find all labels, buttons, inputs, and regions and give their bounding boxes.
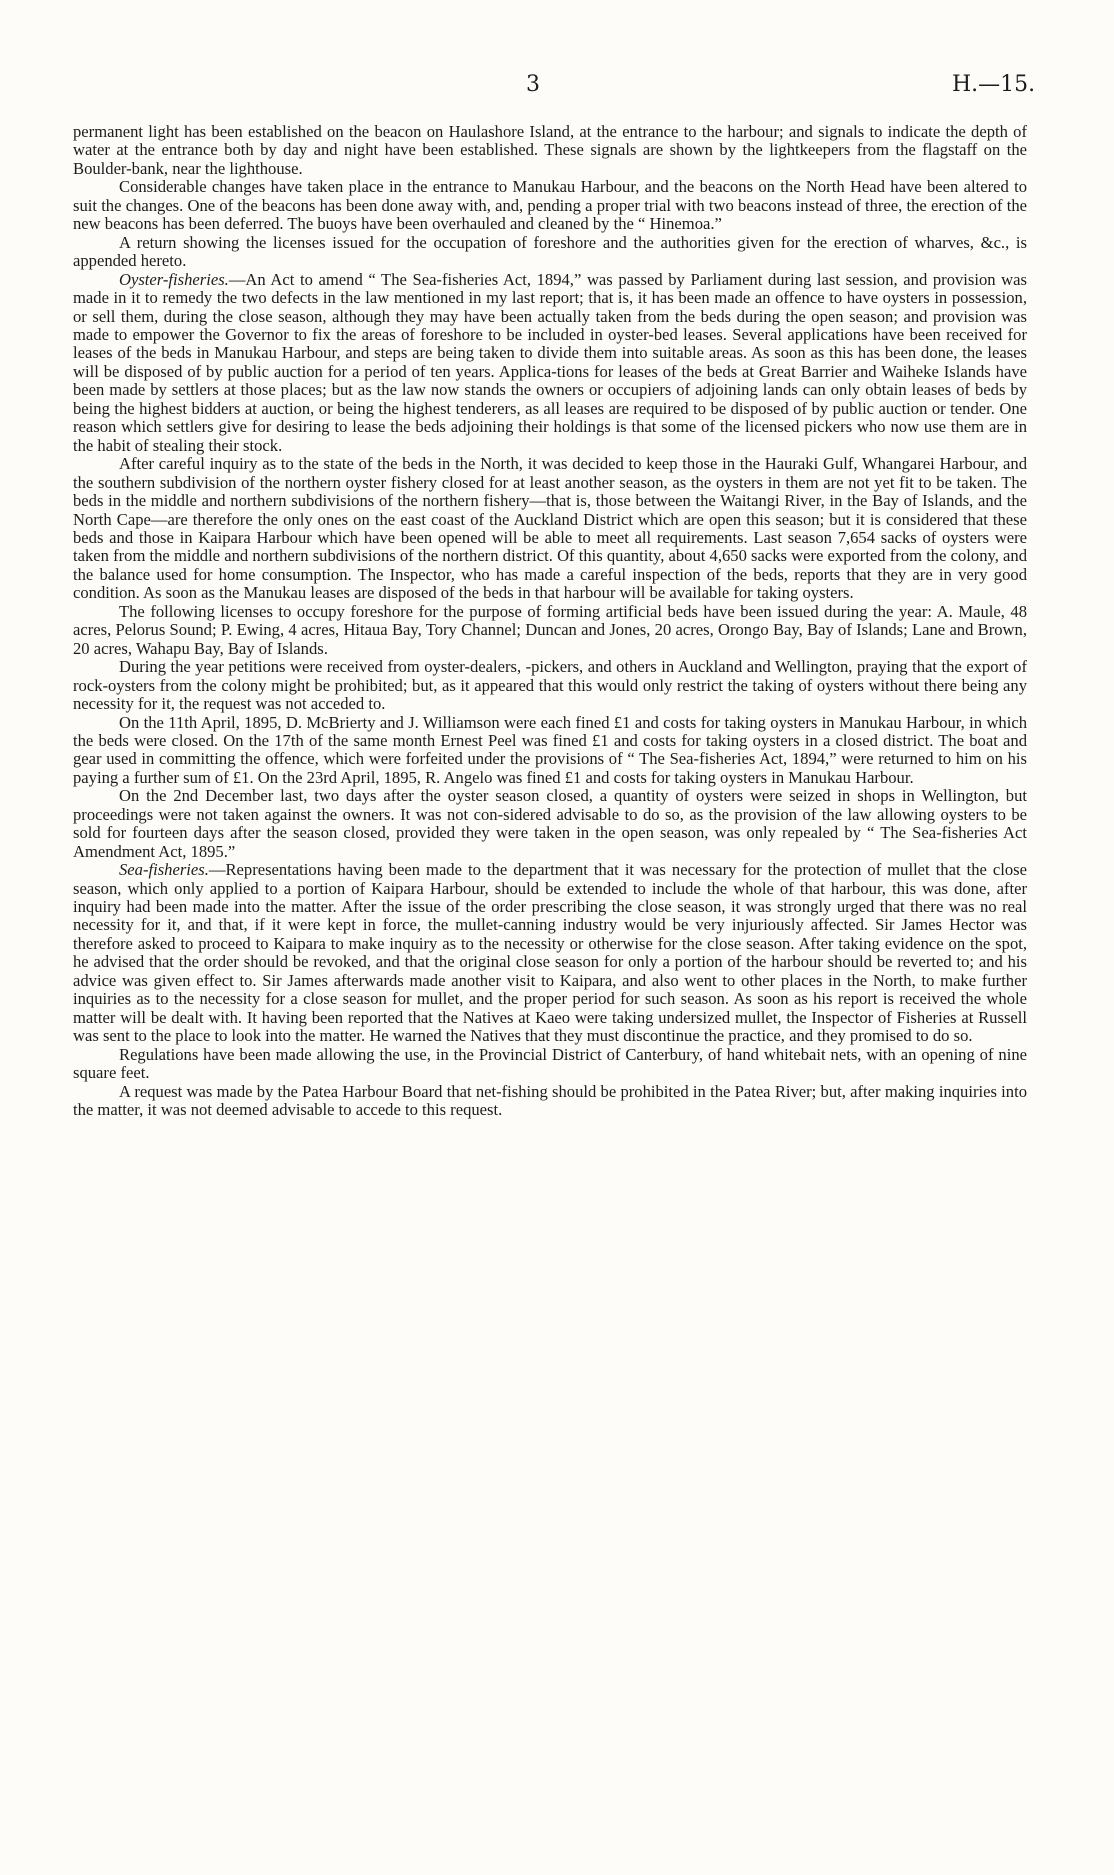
report-body xyxy=(73,123,1027,1119)
paragraph-text: permanent light has been established on the beacon on Haulashore Island, at the entrance to the harbour; and signals to indicate the depth of water at the entrance both by day and night have been established. These signals are shown by the lightkeepers from the flagstaff on the Boulder-bank, near the lighthouse. xyxy=(73,122,1027,178)
section-heading-oyster-fisheries: Oyster-fisheries. xyxy=(119,269,229,289)
paragraph-text: —Representations having been made to the department that it was necessary for the protection of mullet that the close season, which only applied to a portion of Kaipara Harbour, should be extended to include the whole of that harbour, this was done, after inquiry had been made into the matter. After the issue of the order prescribing the close season, it was strongly urged that there was no real necessity for it, and that, if it were kept in force, the mullet-canning industry would be very injuriously affected. Sir James Hector was therefore asked to proceed to Kaipara to make inquiry as to the necessity or otherwise for the close season. After taking evidence on the spot, he advised that the order should be revoked, and that the original close season for only a portion of the harbour should be reverted to; and his advice was given effect to. Sir James afterwards made another visit to Kaipara, and also went to other places in the North, to make further inquiries as to the necessity for a close season for mullet, and the proper period for such season. As soon as his report is received the whole matter will be dealt with. It having been reported that the Natives at Kaeo were taking undersized mullet, the Inspector of Fisheries at Russell was sent to the place to look into the matter. He warned the Natives that they must discontinue the practice, and they promised to do so. xyxy=(73,860,1027,1046)
paragraph-text: Considerable changes have taken place in the entrance to Manukau Harbour, and the beacons on the North Head have been altered to suit the changes. One of the beacons has been done away with, and, pending a proper trial with two beacons instead of three, the erection of the new beacons has been deferred. The buoys have been overhauled and cleaned by the “ Hinemoa.” xyxy=(73,177,1027,234)
paragraph xyxy=(73,234,1027,271)
document-reference: H.—15. xyxy=(952,72,1036,97)
paragraph-sea-fisheries xyxy=(73,861,1027,1046)
paragraph-text: The following licenses to occupy foreshore for the purpose of forming artificial beds have been issued during the year: A. Maule, 48 acres, Pelorus Sound; P. Ewing, 4 acres, Hitaua Bay, Tory Channel; Duncan and Jones, 20 acres, Orongo Bay, Bay of Islands; Lane and Brown, 20 acres, Wahapu Bay, Bay of Islands. xyxy=(73,601,1027,658)
paragraph xyxy=(73,714,1027,788)
paragraph xyxy=(73,455,1027,603)
paragraph-text: During the year petitions were received from oyster-dealers, -pickers, and others in Auckland and Wellington, praying that the export of rock-oysters from the colony might be prohibited; but, as it appeared that this would only restrict the taking of oysters without there being any necessity for it, the request was not acceded to. xyxy=(73,657,1027,714)
paragraph-text: On the 2nd December last, two days after the oyster season closed, a quantity of oysters were seized in shops in Wellington, but proceedings were not taken against the owners. It was not con-sidered advisable to do so, as the provision of the law allowing oysters to be sold for fourteen days after the season closed, provided they were taken in the open season, was only repealed by “ The Sea-fisheries Act Amendment Act, 1895.” xyxy=(73,786,1027,861)
paragraph xyxy=(73,787,1027,861)
paragraph xyxy=(73,658,1027,713)
paragraph xyxy=(73,603,1027,658)
paragraph-text: On the 11th April, 1895, D. McBrierty and J. Williamson were each fined £1 and costs for taking oysters in Manukau Harbour, in which the beds were closed. On the 17th of the same month Ernest Peel was fined £1 and costs for taking oysters in a closed district. The boat and gear used in committing the offence, which were forfeited under the provisions of “ The Sea-fisheries Act, 1894,” were returned to him on his paying a further sum of £1. On the 23rd April, 1895, R. Angelo was fined £1 and costs for taking oysters in Manukau Harbour. xyxy=(73,712,1027,787)
paragraph xyxy=(73,1083,1027,1120)
paragraph-text: A request was made by the Patea Harbour Board that net-fishing should be prohibited in the Patea River; but, after making inquiries into the matter, it was not deemed advisable to accede to this request. xyxy=(73,1081,1027,1120)
paragraph-text: After careful inquiry as to the state of the beds in the North, it was decided to keep those in the Hauraki Gulf, Whangarei Harbour, and the southern subdivision of the northern oyster fishery closed for at least another season, as the oysters in them are not yet fit to be taken. The beds in the middle and northern subdivisions of the northern fishery—that is, those between the Waitangi River, in the Bay of Islands, and the North Cape—are therefore the only ones on the east coast of the Auckland District which are open this season; but it is considered that these beds and those in Kaipara Harbour which have been opened will be able to meet all requirements. Last season 7,654 sacks of oysters were taken from the middle and northern subdivisions of the northern district. Of this quantity, about 4,650 sacks were exported from the colony, and the balance used for home consumption. The Inspector, who has made a careful inspection of the beds, reports that they are in very good condition. As soon as the Manukau leases are disposed of the beds in that harbour will be available for taking oysters. xyxy=(73,454,1027,603)
paragraph xyxy=(73,1046,1027,1083)
paragraph xyxy=(73,178,1027,233)
paragraph-text: Regulations have been made allowing the use, in the Provincial District of Canterbury, of hand whitebait nets, with an opening of nine square feet. xyxy=(73,1044,1027,1083)
paragraph-text: A return showing the licenses issued for the occupation of foreshore and the authorities given for the erection of wharves, &c., is appended hereto. xyxy=(73,232,1027,271)
paragraph-text: —An Act to amend “ The Sea-fisheries Act, 1894,” was passed by Parliament during last session, and provision was made in it to remedy the two defects in the law mentioned in my last report; that is, it has been made an offence to have oysters in possession, or sell them, during the close season, although they may have been actually taken from the beds during the open season; and provision was made to empower the Governor to fix the areas of foreshore to be included in oyster-bed leases. Several applications have been received for leases of the beds in Manukau Harbour, and steps are being taken to divide them into suitable areas. As soon as this has been done, the leases will be disposed of by public auction for a period of ten years. Applica-tions for leases of the beds at Great Barrier and Waiheke Islands have been made by settlers at those places; but as the law now stands the owners or occupiers of adjoining lands can only obtain leases of beds by being the highest bidders at auction, or being the highest tenderers, as all leases are required to be disposed of by public auction or tender. One reason which settlers give for desiring to lease the beds adjoining their holdings is that some of the licensed pickers who now use them are in the habit of stealing their stock. xyxy=(73,269,1027,455)
paragraph xyxy=(73,123,1027,178)
paragraph-oyster-fisheries xyxy=(73,271,1027,456)
section-heading-sea-fisheries: Sea-fisheries. xyxy=(119,860,209,880)
page-number: 3 xyxy=(526,72,540,97)
